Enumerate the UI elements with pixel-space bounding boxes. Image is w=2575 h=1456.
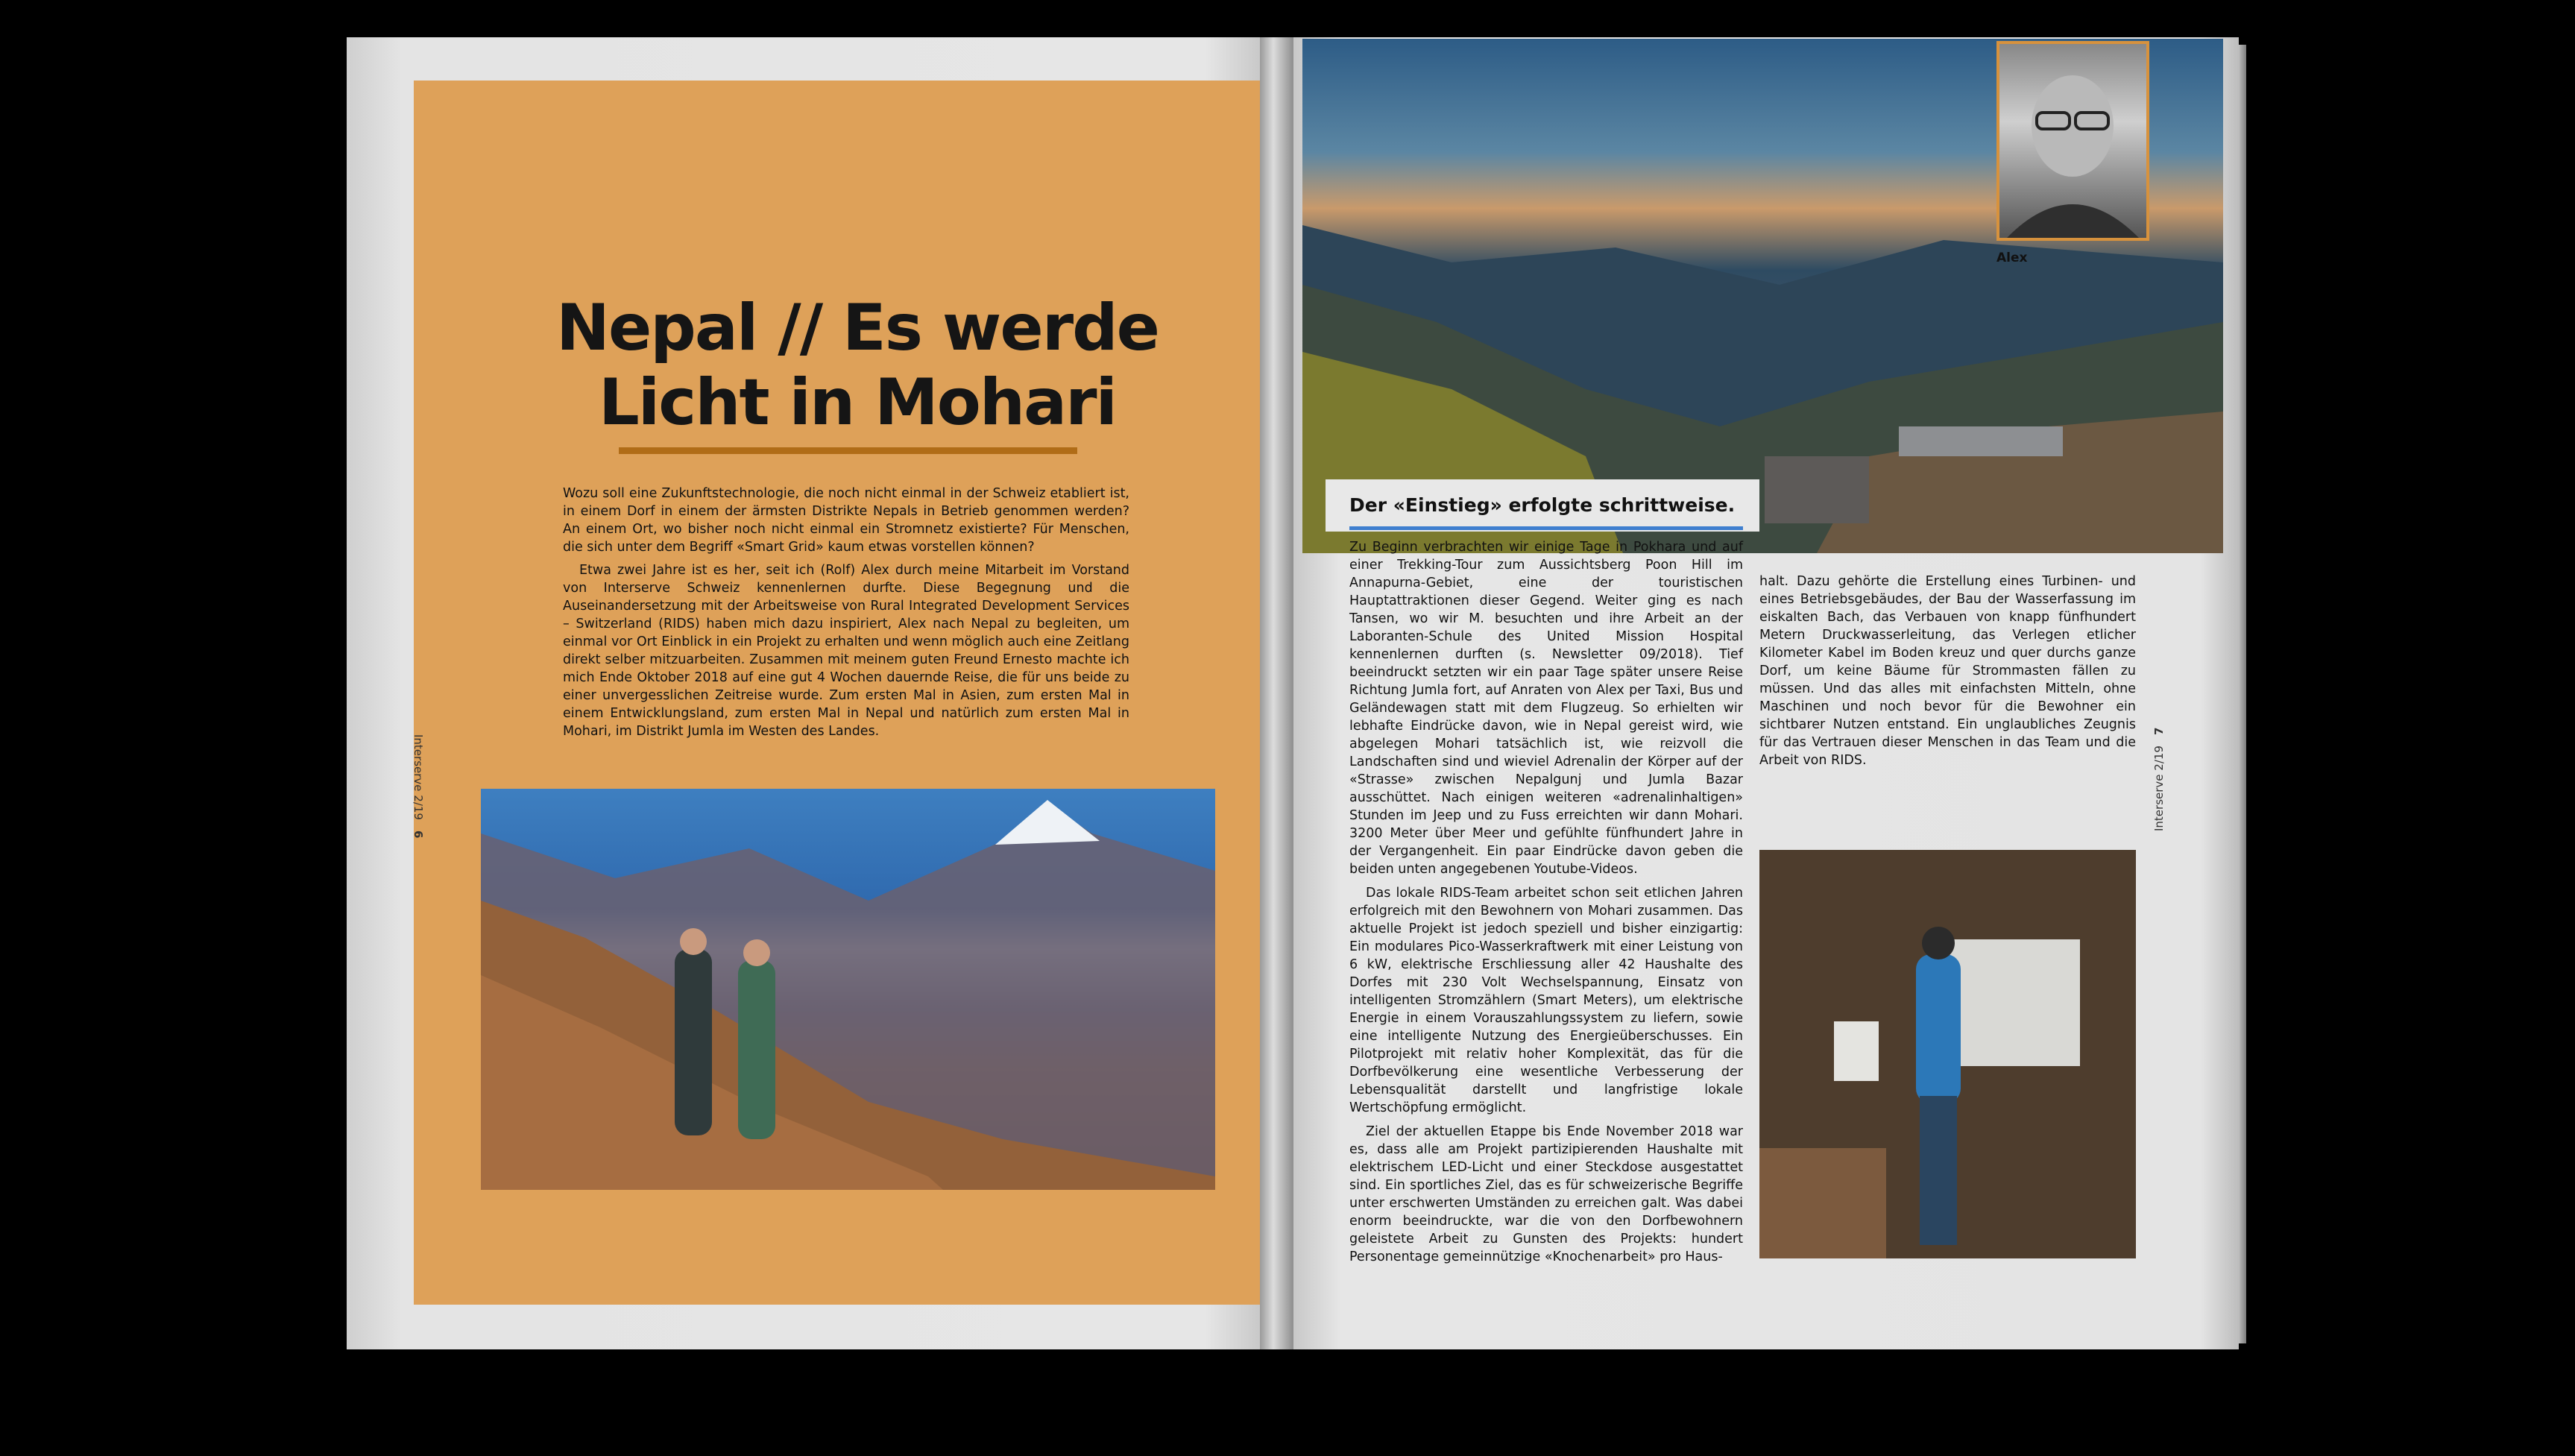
page-edge [2239,45,2246,1343]
lede-paragraph-2: Etwa zwei Jahre ist es her, seit ich (Rolf) Alex durch meine Mitarbeit im Vorstand von Interserve Schweiz kennenlernen durfte. Diese Begegnung und die Auseinandersetzung mit der Arbeitsweise von Rural Integrated Development Services – Switzerland (RIDS) haben mich dazu inspiriert, Alex nach Nepal zu begleiten, um einmal vor Ort Einblick in ein Projekt zu erhalten und wenn möglich auch eine Zeitlang direkt selber mitzuarbeiten. Zusammen mit meinem guten Freund Ernesto machte ich mich Ende Oktober 2018 auf eine gut 4 Wochen dauernde Reise, die für uns beide zu einer unvergesslichen Zeitreise wurde. Zum ersten Mal in Asien, zum ersten Mal in einem Entwicklungsland, zum ersten Mal in Nepal und natürlich zum ersten Mal in Mohari, im Distrikt Jumla im Westen des Landes. [563,563,1129,739]
section-heading: Der «Einstieg» erfolgte schrittweise. [1349,494,1736,516]
left-folio [412,734,425,838]
right-page-number: 7 [2152,727,2166,736]
article-title [522,291,1193,440]
col1-paragraph-3: Ziel der aktuellen Etappe bis Ende November 2018 war es, dass alle am Projekt partizipierenden Haushalte mit elektrischem LED-Licht und einer Steckdose ausgestattet sind. Ein sportliches Ziel, das es für schweizerische Begriffe unter erschwerten Umständen zu erreichen galt. Was dabei enorm beeindruckte, war die von den Dorfbewohnern geleistete Arbeit zu Gunsten des Projekts: hundert Personentage gemeinnützige «Knochenarbeit» pro Haus- [1349,1124,1743,1264]
right-folio [2152,728,2166,831]
column-1-text [1349,538,1743,1272]
title-underline [619,447,1077,454]
portrait-graphic [1999,44,2146,238]
lede-paragraph-1: Wozu soll eine Zukunftstechnologie, die noch nicht einmal in der Schweiz etabliert ist, in einem Dorf in einem der ärmsten Distrikte Nepals in Betrieb genommen werden? An einem Ort, wo bisher noch nicht einmal ein Stromnetz existierte? Für Menschen, die sich unter dem Begriff «Smart Grid» kaum etwas vorstellen können? [563,486,1129,555]
column-2-text [1759,573,2136,769]
right-folio-label: Interserve 2/19 [2152,746,2166,831]
title-line-1: Nepal // Es werde [555,291,1159,365]
section-heading-rule [1349,526,1743,530]
col2-paragraph-1: halt. Dazu gehörte die Erstellung eines Turbinen- und eines Betriebsgebäudes, der Bau der Wasserfassung im eiskalten Bach, das Verbauen von knapp fünfhundert Metern Druckwasserleitung, das Verlegen etlicher Kilometer Kabel im Boden kreuz und quer durchs ganze Dorf, um keine Bäume für Strommasten fällen zu müssen. Und das alles mit einfachsten Mitteln, ohne Maschinen und noch bevor für die Bewohner ein sichtbarer Nutzen entstand. Ein unglaubliches Zeugnis für das Vertrauen dieser Menschen in das Team und die Arbeit von RIDS. [1759,574,2136,768]
lede-text [563,485,1129,746]
control-room-photo [1759,850,2136,1258]
alex-portrait-photo [1996,41,2149,241]
portrait-caption: Alex [1996,250,2028,265]
left-folio-label: Interserve 2/19 [412,734,425,820]
hikers-photo [481,789,1215,1190]
col1-paragraph-2: Das lokale RIDS-Team arbeitet schon seit etlichen Jahren erfolgreich mit den Bewohnern von Mohari zusammen. Das aktuelle Projekt ist jedoch speziell und bisher einzigartig: Ein modulares Pico-Wasserkraftwerk mit einer Leistung von 6 kW, elektrische Erschliessung aller 42 Haushalte des Dorfes mit 230 Volt Wechselspannung, Einsatz von intelligenten Stromzählern (Smart Meters), um elektrische Energie in einem Vorauszahlungssystem zu liefern, sowie eine intelligente Nutzung des Energieüberschusses. Ein Pilotprojekt mit relativ hoher Komplexität, das für die Dorfbevölkerung eine wesentliche Verbesserung der Lebensqualität darstellt und langfristige lokale Wertschöpfung ermöglicht. [1349,886,1743,1115]
magazine-spine [1260,37,1293,1349]
left-page-number: 6 [412,830,425,839]
control-room-graphic [1759,850,2136,1258]
mountain-landscape-graphic [481,789,1215,1190]
title-line-2: Licht in Mohari [599,365,1116,440]
col1-paragraph-1: Zu Beginn verbrachten wir einige Tage in Pokhara und auf einer Trekking-Tour zum Aussichtsberg Poon Hill im Annapurna-Gebiet, eine der touristischen Hauptattraktionen dieser Gegend. Weiter ging es nach Tansen, wo wir M. besuchten und ihre Arbeit an der Laboranten-Schule des United Mission Hospital kennenlernen durften (s. Newsletter 09/2018). Tief beeindruckt setzten wir ein paar Tage später unsere Reise Richtung Jumla fort, auf Anraten von Alex per Taxi, Bus und Geländewagen statt mit dem Flugzeug. So erhielten wir lebhafte Eindrücke davon, wie in Nepal gereist wird, wie abgelegen Mohari tatsächlich ist, wie reizvoll die Landschaften sind und wieviel Adrenalin der Körper auf der «Strasse» zwischen Nepalgunj und Jumla Bazar ausschüttet. Nach einigen weiteren «adrenalinhaltigen» Stunden im Jeep und zu Fuss erreichten wir dann Mohari. 3200 Meter über Meer und gefühlte fünfhundert Jahre in der Vergangenheit. Ein paar Eindrücke davon geben die beiden unten angegebenen Youtube-Videos. [1349,540,1743,877]
